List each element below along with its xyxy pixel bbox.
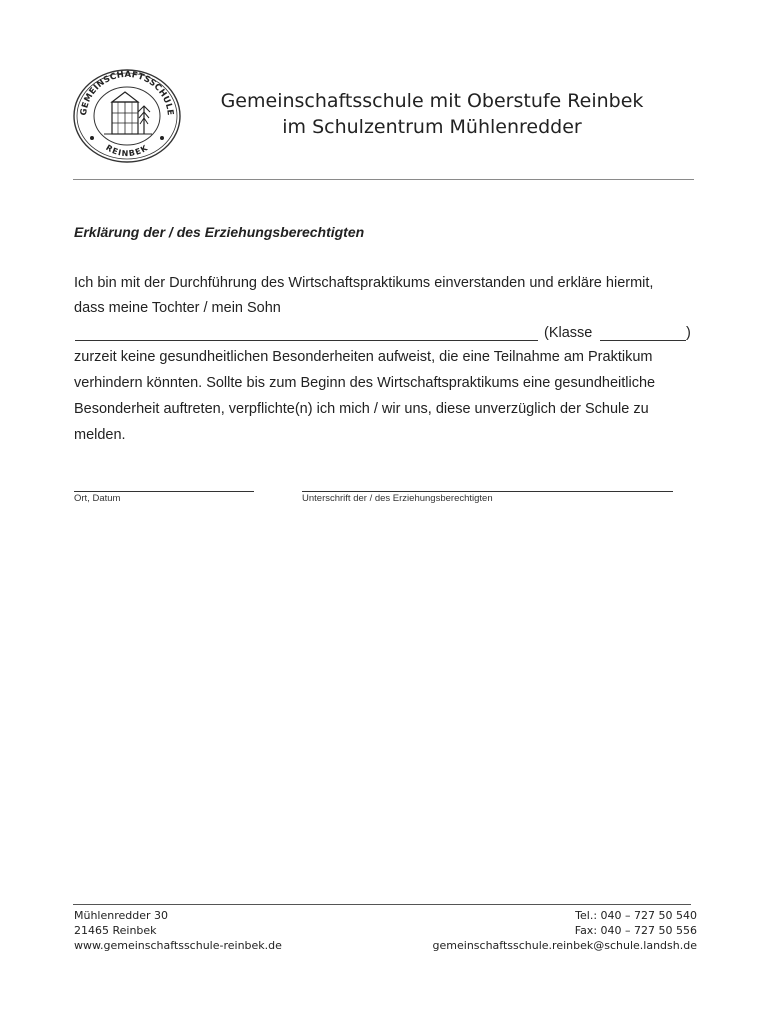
klasse-field[interactable] <box>600 340 686 341</box>
footer-contact <box>433 908 697 953</box>
footer-city: 21465 Reinbek <box>74 924 157 937</box>
signature-caption: Unterschrift der / des Erziehungsberechtigten <box>302 493 493 504</box>
place-date-caption: Ort, Datum <box>74 493 121 504</box>
school-title-line-1: Gemeinschaftsschule mit Oberstufe Reinbek <box>220 90 644 112</box>
body-line-6: Besonderheit auftreten, verpflichte(n) ich mich / wir uns, diese unverzüglich der Schule zu <box>74 401 649 417</box>
svg-text:GEMEINSCHAFTSSCHULE: GEMEINSCHAFTSSCHULE <box>78 69 175 117</box>
body-line-5: verhindern könnten. Sollte bis zum Beginn des Wirtschaftspraktikums eine gesundheitliche <box>74 375 656 391</box>
signature-field[interactable] <box>302 491 673 492</box>
header-divider <box>73 179 694 180</box>
footer-website: www.gemeinschaftsschule-reinbek.de <box>74 939 282 952</box>
school-seal-logo <box>72 68 182 164</box>
footer-street: Mühlenredder 30 <box>74 909 169 922</box>
school-title-line-2: im Schulzentrum Mühlenredder <box>282 116 582 138</box>
svg-text:REINBEK: REINBEK <box>104 142 150 159</box>
body-line-7: melden. <box>74 427 126 443</box>
body-line-4: zurzeit keine gesundheitlichen Besonderheiten aufweist, die eine Teilnahme am Praktikum <box>74 349 653 365</box>
child-name-field[interactable] <box>75 340 538 341</box>
body-line-1: Ich bin mit der Durchführung des Wirtschaftspraktikums einverstanden und erkläre hiermit, <box>74 275 654 291</box>
footer-divider <box>73 904 691 905</box>
footer-email: gemeinschaftsschule.reinbek@schule.landsh.de <box>432 939 697 952</box>
document-heading: Erklärung der / des Erziehungsberechtigten <box>74 224 365 240</box>
klasse-label: (Klasse <box>544 325 593 341</box>
place-date-field[interactable] <box>74 491 254 492</box>
footer-fax: Fax: 040 – 727 50 556 <box>574 924 697 937</box>
footer-tel: Tel.: 040 – 727 50 540 <box>575 909 697 922</box>
body-line-2: dass meine Tochter / mein Sohn <box>74 300 281 316</box>
school-title <box>190 88 674 140</box>
klasse-close-paren: ) <box>686 325 691 341</box>
footer-address <box>74 908 282 953</box>
